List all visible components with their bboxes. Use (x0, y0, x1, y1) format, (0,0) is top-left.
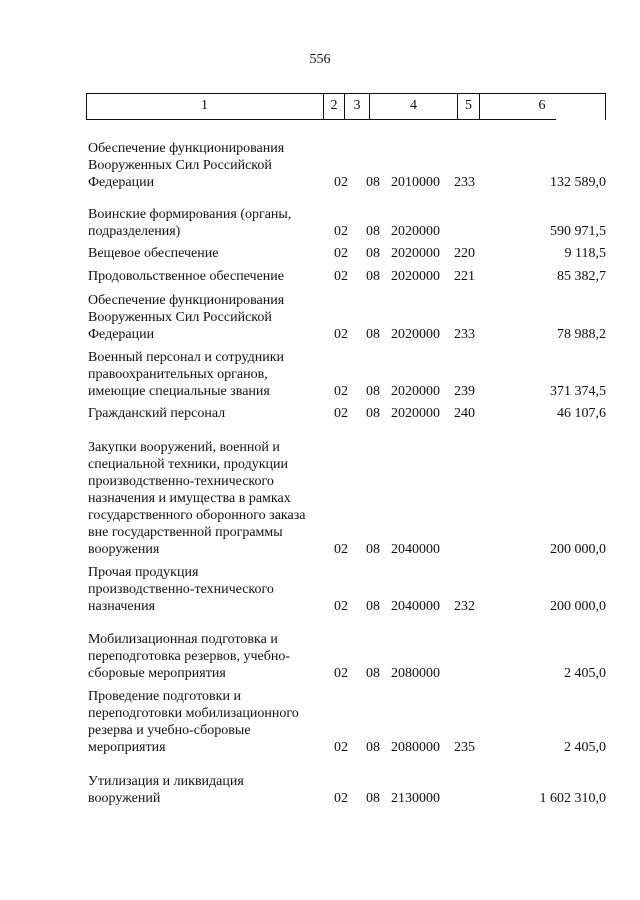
row-section: 02 (334, 791, 348, 806)
row-target-code: 2040000 (391, 542, 440, 557)
header-tick (605, 113, 606, 120)
row-subsection: 08 (366, 384, 380, 399)
row-name: Прочая продукция производственно-технического назначения (88, 565, 274, 614)
row-name: Утилизация и ликвидация вооружений (88, 774, 244, 806)
row-amount: 2 405,0 (564, 740, 606, 755)
row-subsection: 08 (366, 175, 380, 190)
row-subsection: 08 (366, 246, 380, 261)
row-target-code: 2010000 (391, 175, 440, 190)
row-expense-type: 232 (454, 599, 475, 614)
row-subsection: 08 (366, 599, 380, 614)
row-expense-type: 233 (454, 327, 475, 342)
row-section: 02 (334, 406, 348, 421)
table-row (86, 206, 616, 240)
table-header (86, 93, 609, 120)
page-number: 556 (309, 52, 331, 67)
table-row (86, 292, 616, 343)
header-col-6: 6 (538, 98, 546, 113)
row-amount: 85 382,7 (557, 269, 606, 284)
table-row (86, 564, 616, 615)
row-section: 02 (334, 269, 348, 284)
row-subsection: 08 (366, 542, 380, 557)
row-amount: 2 405,0 (564, 666, 606, 681)
row-target-code: 2080000 (391, 740, 440, 755)
row-expense-type: 235 (454, 740, 475, 755)
header-col-1: 1 (86, 93, 324, 119)
row-subsection: 08 (366, 269, 380, 284)
row-name: Закупки вооружений, военной и специальной техники, продукции производственно-технического назначения и имущества в рамках государственного оборонного заказа вне государственной программы вооружения (88, 440, 306, 557)
row-name: Военный персонал и сотрудники правоохранительных органов, имеющие специальные звания (88, 350, 284, 399)
row-name: Гражданский персонал (88, 406, 226, 421)
row-name: Обеспечение функционирования Вооруженных Сил Российской Федерации (88, 141, 285, 190)
row-section: 02 (334, 384, 348, 399)
row-section: 02 (334, 599, 348, 614)
row-subsection: 08 (366, 791, 380, 806)
row-subsection: 08 (366, 666, 380, 681)
header-col-2: 2 (324, 93, 345, 119)
table-row (86, 268, 616, 285)
header-col-3: 3 (345, 93, 370, 119)
row-section: 02 (334, 740, 348, 755)
table-row (86, 349, 616, 400)
row-amount: 200 000,0 (550, 542, 606, 557)
row-name: Продовольственное обеспечение (88, 269, 284, 284)
row-amount: 46 107,6 (557, 406, 606, 421)
table-row (86, 140, 616, 191)
table-row (86, 773, 616, 807)
row-subsection: 08 (366, 224, 380, 239)
row-target-code: 2020000 (391, 327, 440, 342)
row-name: Мобилизационная подготовка и переподготовка резервов, учебно- сборовые мероприятия (88, 632, 290, 681)
table-row (86, 688, 616, 756)
row-amount: 371 374,5 (550, 384, 606, 399)
row-name: Вещевое обеспечение (88, 246, 219, 261)
row-amount: 9 118,5 (564, 246, 606, 261)
row-name: Обеспечение функционирования Вооруженных Сил Российской Федерации (88, 293, 285, 342)
table-row (86, 245, 616, 262)
header-col-4: 4 (370, 93, 458, 119)
row-amount: 590 971,5 (550, 224, 606, 239)
row-target-code: 2020000 (391, 224, 440, 239)
row-target-code: 2020000 (391, 246, 440, 261)
header-col-5: 5 (458, 93, 480, 119)
table-row (86, 439, 616, 558)
row-subsection: 08 (366, 327, 380, 342)
row-amount: 1 602 310,0 (539, 791, 606, 806)
row-section: 02 (334, 246, 348, 261)
row-section: 02 (334, 224, 348, 239)
row-name: Проведение подготовки и переподготовки мобилизационного резерва и учебно-сборовые мероприятия (88, 689, 299, 755)
row-subsection: 08 (366, 740, 380, 755)
row-section: 02 (334, 666, 348, 681)
row-name: Воинские формирования (органы, подразделения) (88, 207, 292, 239)
row-target-code: 2130000 (391, 791, 440, 806)
row-expense-type: 220 (454, 246, 475, 261)
row-section: 02 (334, 175, 348, 190)
row-amount: 78 988,2 (557, 327, 606, 342)
row-target-code: 2020000 (391, 269, 440, 284)
row-expense-type: 233 (454, 175, 475, 190)
table-row (86, 405, 616, 422)
row-target-code: 2020000 (391, 406, 440, 421)
row-subsection: 08 (366, 406, 380, 421)
row-expense-type: 221 (454, 269, 475, 284)
row-section: 02 (334, 542, 348, 557)
row-target-code: 2020000 (391, 384, 440, 399)
row-amount: 132 589,0 (550, 175, 606, 190)
row-target-code: 2040000 (391, 599, 440, 614)
row-target-code: 2080000 (391, 666, 440, 681)
row-section: 02 (334, 327, 348, 342)
row-expense-type: 239 (454, 384, 475, 399)
row-expense-type: 240 (454, 406, 475, 421)
table-row (86, 631, 616, 682)
row-amount: 200 000,0 (550, 599, 606, 614)
header-bottom-line (86, 119, 556, 120)
